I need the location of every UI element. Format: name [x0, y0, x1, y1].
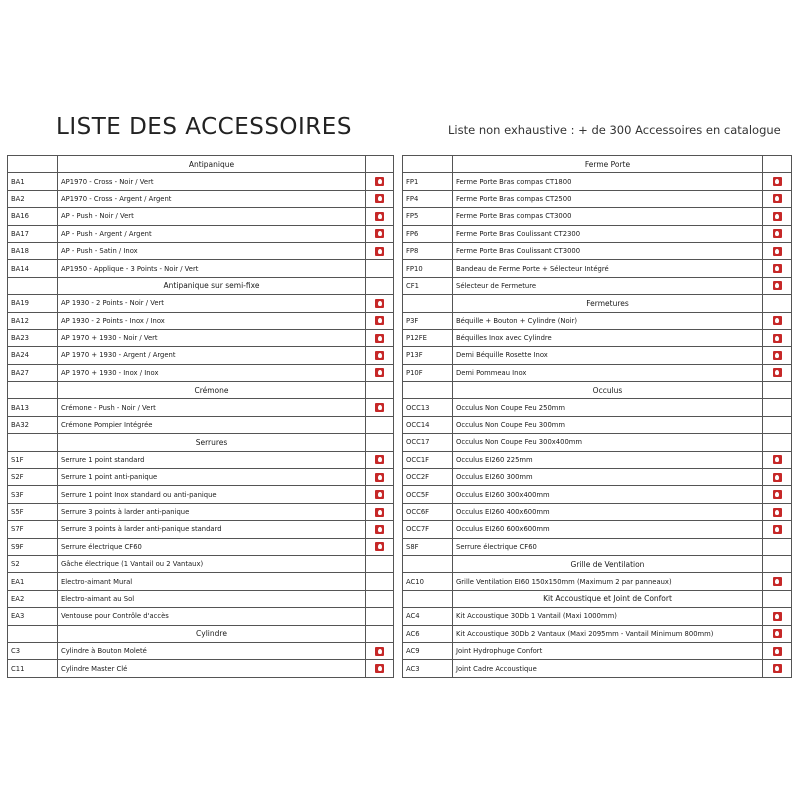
item-code: BA27 [8, 364, 58, 381]
item-code: FP10 [403, 260, 453, 277]
item-code: OCC14 [403, 416, 453, 433]
fire-icon [375, 473, 384, 482]
item-code: BA2 [8, 190, 58, 207]
item-code: AC9 [403, 642, 453, 659]
fire-icon [375, 490, 384, 499]
item-label: Serrure 3 points à larder anti-panique [58, 503, 366, 520]
table-row [403, 660, 792, 677]
item-code: S1F [8, 451, 58, 468]
item-label: Serrure électrique CF60 [453, 538, 763, 555]
table-row [8, 242, 394, 259]
item-code: C11 [8, 660, 58, 677]
fire-rating-cell [366, 642, 394, 659]
fire-icon [773, 612, 782, 621]
fire-rating-cell [366, 451, 394, 468]
section-title: Crémone [58, 382, 366, 399]
section-header-row [8, 625, 394, 642]
item-code: BA1 [8, 173, 58, 190]
fire-rating-cell [763, 173, 792, 190]
section-title: Occulus [453, 382, 763, 399]
fire-rating-cell [763, 312, 792, 329]
section-header-row [8, 156, 394, 173]
fire-rating-cell [366, 364, 394, 381]
item-label: Bandeau de Ferme Porte + Sélecteur Intégré [453, 260, 763, 277]
fire-icon [375, 334, 384, 343]
section-header-row [8, 434, 394, 451]
section-header-spacer [403, 156, 453, 173]
fire-icon [773, 455, 782, 464]
fire-icon [773, 629, 782, 638]
item-code: S2F [8, 469, 58, 486]
item-code: S7F [8, 521, 58, 538]
item-code: OCC13 [403, 399, 453, 416]
fire-icon [375, 647, 384, 656]
section-header-spacer [403, 590, 453, 607]
table-row [8, 469, 394, 486]
item-code: AC3 [403, 660, 453, 677]
table-row [403, 434, 792, 451]
table-row [8, 190, 394, 207]
table-row [8, 538, 394, 555]
item-label: Serrure 3 points à larder anti-panique standard [58, 521, 366, 538]
fire-icon [773, 525, 782, 534]
item-label: Cylindre Master Clé [58, 660, 366, 677]
item-code: OCC1F [403, 451, 453, 468]
fire-icon [773, 264, 782, 273]
item-label: Electro-aimant Mural [58, 573, 366, 590]
item-label: Ferme Porte Bras Coulissant CT3000 [453, 242, 763, 259]
table-row [8, 521, 394, 538]
item-label: Béquilles Inox avec Cylindre [453, 329, 763, 346]
accessories-table-right [402, 155, 792, 678]
fire-icon [375, 316, 384, 325]
fire-rating-cell [763, 625, 792, 642]
item-label: AP 1930 - 2 Points - Noir / Vert [58, 295, 366, 312]
section-header-spacer [8, 625, 58, 642]
item-label: Ferme Porte Bras compas CT3000 [453, 208, 763, 225]
item-code: CF1 [403, 277, 453, 294]
item-label: Occulus Non Coupe Feu 300mm [453, 416, 763, 433]
section-header-spacer [763, 382, 792, 399]
fire-icon [375, 177, 384, 186]
item-code: OCC5F [403, 486, 453, 503]
fire-icon [773, 577, 782, 586]
item-label: Demi Pommeau Inox [453, 364, 763, 381]
section-title: Fermetures [453, 295, 763, 312]
table-row [8, 329, 394, 346]
table-row [403, 225, 792, 242]
fire-rating-cell [366, 608, 394, 625]
table-row [403, 486, 792, 503]
fire-rating-cell [763, 329, 792, 346]
item-label: Serrure électrique CF60 [58, 538, 366, 555]
fire-rating-cell [763, 416, 792, 433]
fire-icon [773, 490, 782, 499]
table-row [403, 521, 792, 538]
table-row [8, 451, 394, 468]
fire-icon [773, 351, 782, 360]
table-row [403, 625, 792, 642]
table-row [403, 277, 792, 294]
item-label: Cylindre à Bouton Moleté [58, 642, 366, 659]
fire-rating-cell [763, 538, 792, 555]
table-row [403, 347, 792, 364]
item-label: Electro-aimant au Sol [58, 590, 366, 607]
fire-rating-cell [366, 399, 394, 416]
fire-icon [375, 247, 384, 256]
item-label: Occulus EI260 225mm [453, 451, 763, 468]
item-label: Occulus EI260 300mm [453, 469, 763, 486]
table-row [8, 555, 394, 572]
table-row [403, 312, 792, 329]
table-row [8, 486, 394, 503]
section-title: Cylindre [58, 625, 366, 642]
section-header-row [8, 277, 394, 294]
fire-rating-cell [763, 660, 792, 677]
fire-icon [375, 664, 384, 673]
item-code: BA24 [8, 347, 58, 364]
section-header-spacer [366, 277, 394, 294]
table-row [403, 538, 792, 555]
item-code: S9F [8, 538, 58, 555]
table-row [8, 590, 394, 607]
section-header-spacer [763, 295, 792, 312]
table-row [403, 260, 792, 277]
section-header-spacer [763, 590, 792, 607]
item-label: Grille Ventilation EI60 150x150mm (Maximum 2 par panneaux) [453, 573, 763, 590]
section-header-spacer [366, 434, 394, 451]
section-header-row [403, 555, 792, 572]
fire-rating-cell [763, 486, 792, 503]
fire-rating-cell [763, 260, 792, 277]
section-header-row [403, 590, 792, 607]
fire-rating-cell [763, 190, 792, 207]
fire-rating-cell [366, 573, 394, 590]
table-row [8, 208, 394, 225]
item-code: EA3 [8, 608, 58, 625]
fire-icon [773, 473, 782, 482]
table-row [403, 329, 792, 346]
item-code: AC4 [403, 608, 453, 625]
section-title: Serrures [58, 434, 366, 451]
item-label: AP1950 - Applique - 3 Points - Noir / Vert [58, 260, 366, 277]
section-header-row [403, 382, 792, 399]
fire-icon [375, 368, 384, 377]
table-row [8, 660, 394, 677]
fire-icon [375, 299, 384, 308]
fire-rating-cell [763, 277, 792, 294]
table-row [8, 260, 394, 277]
item-code: AC10 [403, 573, 453, 590]
fire-rating-cell [366, 260, 394, 277]
item-code: FP1 [403, 173, 453, 190]
fire-rating-cell [366, 469, 394, 486]
item-label: Occulus Non Coupe Feu 250mm [453, 399, 763, 416]
item-label: Serrure 1 point Inox standard ou anti-panique [58, 486, 366, 503]
item-label: AP - Push - Argent / Argent [58, 225, 366, 242]
item-code: S8F [403, 538, 453, 555]
item-label: Occulus EI260 400x600mm [453, 503, 763, 520]
section-header-row [403, 156, 792, 173]
item-label: AP 1970 + 1930 - Noir / Vert [58, 329, 366, 346]
item-label: AP1970 - Cross - Noir / Vert [58, 173, 366, 190]
table-row [8, 312, 394, 329]
section-title: Grille de Ventilation [453, 555, 763, 572]
table-row [403, 608, 792, 625]
fire-icon [375, 212, 384, 221]
section-header-spacer [403, 295, 453, 312]
item-code: BA18 [8, 242, 58, 259]
fire-icon [375, 351, 384, 360]
table-row [403, 451, 792, 468]
table-row [403, 503, 792, 520]
fire-rating-cell [366, 190, 394, 207]
fire-rating-cell [763, 469, 792, 486]
item-label: Ferme Porte Bras compas CT2500 [453, 190, 763, 207]
fire-rating-cell [366, 312, 394, 329]
section-header-spacer [366, 382, 394, 399]
section-header-spacer [366, 156, 394, 173]
item-label: AP 1930 - 2 Points - Inox / Inox [58, 312, 366, 329]
item-label: AP1970 - Cross - Argent / Argent [58, 190, 366, 207]
item-code: EA1 [8, 573, 58, 590]
item-label: AP 1970 + 1930 - Argent / Argent [58, 347, 366, 364]
item-code: S2 [8, 555, 58, 572]
item-code: P3F [403, 312, 453, 329]
fire-rating-cell [366, 416, 394, 433]
item-code: FP6 [403, 225, 453, 242]
fire-icon [773, 334, 782, 343]
fire-icon [773, 664, 782, 673]
fire-icon [375, 508, 384, 517]
fire-rating-cell [366, 329, 394, 346]
fire-rating-cell [763, 573, 792, 590]
item-code: BA14 [8, 260, 58, 277]
section-header-spacer [8, 434, 58, 451]
section-header-spacer [8, 156, 58, 173]
fire-icon [375, 194, 384, 203]
item-code: S5F [8, 503, 58, 520]
fire-rating-cell [366, 347, 394, 364]
table-row [8, 399, 394, 416]
fire-rating-cell [366, 555, 394, 572]
fire-rating-cell [366, 538, 394, 555]
section-title: Ferme Porte [453, 156, 763, 173]
item-code: OCC7F [403, 521, 453, 538]
fire-icon [773, 247, 782, 256]
fire-rating-cell [763, 242, 792, 259]
page-subtitle: Liste non exhaustive : + de 300 Accessoires en catalogue [448, 123, 781, 137]
fire-icon [375, 403, 384, 412]
table-row [403, 364, 792, 381]
fire-rating-cell [763, 608, 792, 625]
fire-rating-cell [366, 660, 394, 677]
fire-icon [773, 229, 782, 238]
item-label: Demi Béquille Rosette Inox [453, 347, 763, 364]
fire-rating-cell [366, 503, 394, 520]
item-code: FP4 [403, 190, 453, 207]
table-row [403, 173, 792, 190]
table-row [8, 608, 394, 625]
fire-rating-cell [366, 521, 394, 538]
section-title: Antipanique sur semi-fixe [58, 277, 366, 294]
item-label: AP - Push - Satin / Inox [58, 242, 366, 259]
table-row [403, 242, 792, 259]
table-row [8, 573, 394, 590]
item-label: Crémone Pompier Intégrée [58, 416, 366, 433]
table-row [8, 347, 394, 364]
fire-rating-cell [763, 364, 792, 381]
item-code: C3 [8, 642, 58, 659]
item-label: AP 1970 + 1930 - Inox / Inox [58, 364, 366, 381]
fire-icon [375, 542, 384, 551]
item-label: Ventouse pour Contrôle d'accès [58, 608, 366, 625]
item-code: BA17 [8, 225, 58, 242]
fire-icon [773, 647, 782, 656]
fire-rating-cell [763, 225, 792, 242]
item-code: EA2 [8, 590, 58, 607]
table-row [403, 208, 792, 225]
item-label: Occulus EI260 300x400mm [453, 486, 763, 503]
item-code: BA12 [8, 312, 58, 329]
section-header-row [403, 295, 792, 312]
item-code: FP5 [403, 208, 453, 225]
fire-icon [773, 212, 782, 221]
item-label: Occulus Non Coupe Feu 300x400mm [453, 434, 763, 451]
table-row [8, 416, 394, 433]
fire-icon [375, 455, 384, 464]
fire-icon [773, 281, 782, 290]
item-label: Serrure 1 point anti-panique [58, 469, 366, 486]
section-header-spacer [8, 277, 58, 294]
table-row [403, 642, 792, 659]
fire-rating-cell [763, 521, 792, 538]
item-label: Ferme Porte Bras compas CT1800 [453, 173, 763, 190]
fire-icon [773, 177, 782, 186]
fire-rating-cell [366, 208, 394, 225]
item-label: Joint Cadre Accoustique [453, 660, 763, 677]
fire-rating-cell [366, 295, 394, 312]
fire-rating-cell [366, 486, 394, 503]
item-code: BA16 [8, 208, 58, 225]
table-row [403, 416, 792, 433]
table-row [8, 173, 394, 190]
item-code: OCC17 [403, 434, 453, 451]
fire-rating-cell [366, 242, 394, 259]
section-header-spacer [403, 382, 453, 399]
item-code: BA19 [8, 295, 58, 312]
fire-icon [773, 316, 782, 325]
table-row [8, 642, 394, 659]
table-row [403, 190, 792, 207]
item-label: Ferme Porte Bras Coulissant CT2300 [453, 225, 763, 242]
item-code: P10F [403, 364, 453, 381]
item-label: Occulus EI260 600x600mm [453, 521, 763, 538]
item-code: OCC2F [403, 469, 453, 486]
section-header-spacer [8, 382, 58, 399]
section-header-spacer [403, 555, 453, 572]
item-label: Gâche électrique (1 Vantail ou 2 Vantaux) [58, 555, 366, 572]
section-header-spacer [366, 625, 394, 642]
section-title: Kit Accoustique et Joint de Confort [453, 590, 763, 607]
fire-rating-cell [763, 347, 792, 364]
table-row [8, 295, 394, 312]
table-row [8, 503, 394, 520]
item-label: Joint Hydrophuge Confort [453, 642, 763, 659]
item-label: Serrure 1 point standard [58, 451, 366, 468]
item-label: Sélecteur de Fermeture [453, 277, 763, 294]
fire-rating-cell [366, 590, 394, 607]
section-header-spacer [763, 555, 792, 572]
fire-rating-cell [366, 225, 394, 242]
fire-icon [773, 368, 782, 377]
fire-rating-cell [763, 503, 792, 520]
section-header-row [8, 382, 394, 399]
item-code: P13F [403, 347, 453, 364]
item-code: S3F [8, 486, 58, 503]
item-code: FP8 [403, 242, 453, 259]
section-title: Antipanique [58, 156, 366, 173]
fire-rating-cell [763, 451, 792, 468]
item-code: BA23 [8, 329, 58, 346]
fire-icon [773, 194, 782, 203]
item-code: BA32 [8, 416, 58, 433]
item-label: Kit Accoustique 30Db 1 Vantail (Maxi 1000mm) [453, 608, 763, 625]
fire-rating-cell [763, 642, 792, 659]
fire-icon [773, 508, 782, 517]
fire-rating-cell [763, 434, 792, 451]
item-label: AP - Push - Noir / Vert [58, 208, 366, 225]
item-label: Crémone - Push - Noir / Vert [58, 399, 366, 416]
fire-rating-cell [763, 399, 792, 416]
fire-rating-cell [366, 173, 394, 190]
fire-icon [375, 229, 384, 238]
table-row [403, 469, 792, 486]
item-code: OCC6F [403, 503, 453, 520]
item-code: BA13 [8, 399, 58, 416]
item-label: Béquille + Bouton + Cylindre (Noir) [453, 312, 763, 329]
table-row [403, 573, 792, 590]
fire-rating-cell [763, 208, 792, 225]
item-code: AC6 [403, 625, 453, 642]
table-row [403, 399, 792, 416]
table-row [8, 364, 394, 381]
item-code: P12FE [403, 329, 453, 346]
table-row [8, 225, 394, 242]
fire-icon [375, 525, 384, 534]
accessories-table-left [7, 155, 394, 678]
item-label: Kit Accoustique 30Db 2 Vantaux (Maxi 2095mm - Vantail Minimum 800mm) [453, 625, 763, 642]
page-title: LISTE DES ACCESSOIRES [56, 114, 352, 140]
section-header-spacer [763, 156, 792, 173]
